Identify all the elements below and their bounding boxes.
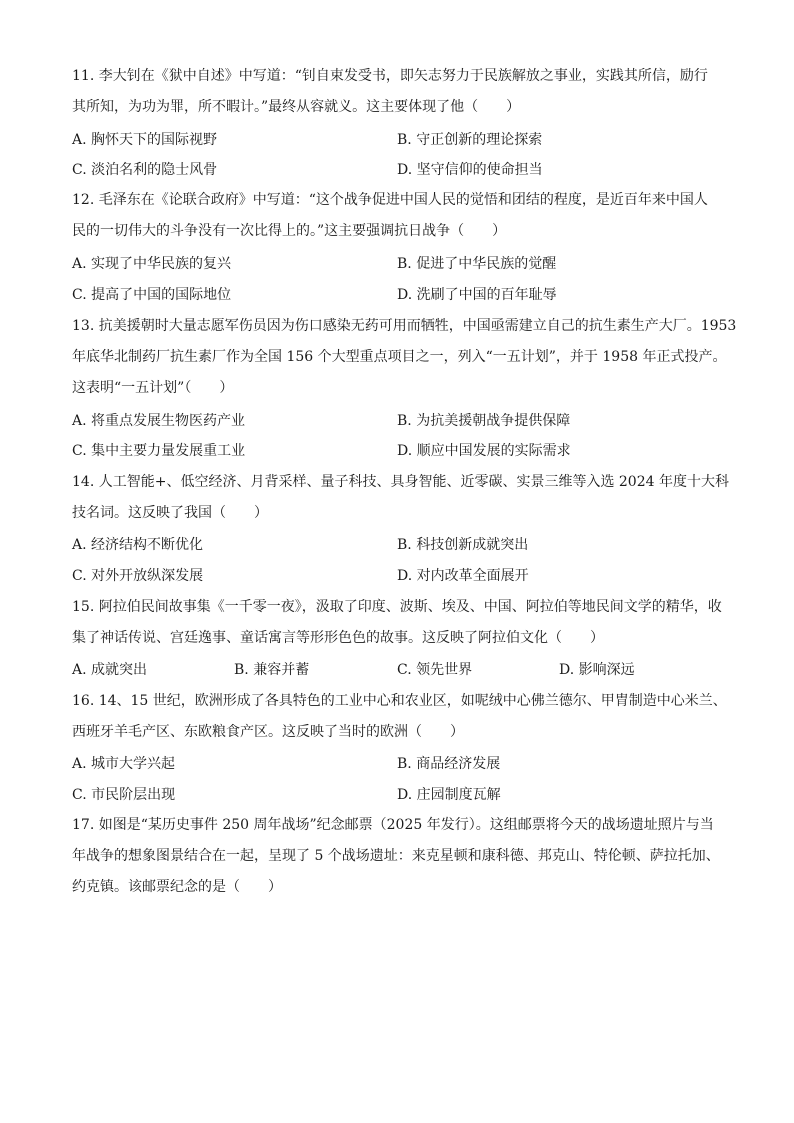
question-12-stem [72, 185, 724, 247]
question-17-line-2: 年战争的想象图景结合在一起，呈现了 5 个战场遗址：来克星顿和康科德、邦克山、特伦顿、萨拉托加、 [72, 848, 720, 864]
question-11-stem [72, 61, 724, 123]
question-12-option-b: B. 促进了中华民族的觉醒 [397, 256, 557, 272]
question-14-stem [72, 467, 729, 529]
question-14-line-1: 14. 人工智能+、低空经济、月背采样、量子科技、具身智能、近零碳、实景三维等入选 2024 年度十大科 [72, 474, 729, 490]
question-14-option-d: D. 对内改革全面展开 [397, 568, 529, 584]
question-14-line-2: 技名词。这反映了我国（ ） [72, 505, 268, 521]
question-11-line-2: 其所知，为功为罪，所不暇计。”最终从容就义。这主要体现了他（ ） [72, 99, 521, 115]
question-15-option-a: A. 成就突出 [72, 662, 148, 678]
question-11-option-b: B. 守正创新的理论探索 [397, 132, 543, 148]
question-12-line-2: 民的一切伟大的斗争没有一次比得上的。”这主要强调抗日战争（ ） [72, 223, 507, 239]
question-15-option-d: D. 影响深远 [559, 662, 635, 678]
question-12-option-d: D. 洗刷了中国的百年耻辱 [397, 287, 557, 303]
question-13-line-3: 这表明“一五计划”（ ） [72, 380, 234, 396]
question-13-line-1: 13. 抗美援朝时大量志愿军伤员因为伤口感染无药可用而牺牲，中国亟需建立自己的抗生素生产大厂。1953 [72, 318, 737, 334]
question-14-option-a: A. 经济结构不断优化 [72, 537, 204, 553]
question-13-option-d: D. 顺应中国发展的实际需求 [397, 443, 571, 459]
question-15-option-b: B. 兼容并蓄 [234, 662, 310, 678]
question-17-line-1: 17. 如图是“某历史事件 250 周年战场”纪念邮票（2025 年发行）。这组邮票将今天的战场遗址照片与当 [72, 817, 714, 833]
question-15-line-2: 集了神话传说、宫廷逸事、童话寓言等形形色色的故事。这反映了阿拉伯文化（ ） [72, 630, 604, 646]
question-16-line-2: 西班牙羊毛产区、东欧粮食产区。这反映了当时的欧洲（ ） [72, 724, 464, 740]
question-16-option-c: C. 市民阶层出现 [72, 787, 176, 803]
question-11-option-a: A. 胸怀天下的国际视野 [72, 132, 218, 148]
question-13-line-2: 年底华北制药厂抗生素厂作为全国 156 个大型重点项目之一，列入“一五计划”，并于 1958 年正式投产。 [72, 349, 727, 365]
question-12-option-a: A. 实现了中华民族的复兴 [72, 256, 232, 272]
question-16-line-1: 16. 14、15 世纪，欧洲形成了各具特色的工业中心和农业区，如呢绒中心佛兰德尔、甲胄制造中心米兰、 [72, 693, 727, 709]
question-11-line-1: 11. 李大钊在《狱中自述》中写道：“钊自束发受书，即矢志努力于民族解放之事业，实践其所信，励行 [72, 68, 708, 84]
question-13-option-a: A. 将重点发展生物医药产业 [72, 413, 246, 429]
question-13-stem [72, 311, 737, 404]
question-13-option-c: C. 集中主要力量发展重工业 [72, 443, 246, 459]
question-12-option-c: C. 提高了中国的国际地位 [72, 287, 232, 303]
question-16-stem [72, 686, 727, 748]
question-14-option-c: C. 对外开放纵深发展 [72, 568, 204, 584]
question-17-stem [72, 810, 724, 903]
question-16-option-d: D. 庄园制度瓦解 [397, 787, 501, 803]
question-15-line-1: 15. 阿拉伯民间故事集《一千零一夜》，汲取了印度、波斯、埃及、中国、阿拉伯等地民间文学的精华，收 [72, 599, 722, 615]
question-14-option-b: B. 科技创新成就突出 [397, 537, 529, 553]
question-12-line-1: 12. 毛泽东在《论联合政府》中写道：“这个战争促进中国人民的觉悟和团结的程度，是近百年来中国人 [72, 192, 708, 208]
question-16-option-a: A. 城市大学兴起 [72, 756, 176, 772]
question-16-option-b: B. 商品经济发展 [397, 756, 501, 772]
question-11-option-c: C. 淡泊名利的隐士风骨 [72, 162, 218, 178]
question-11-option-d: D. 坚守信仰的使命担当 [397, 162, 543, 178]
question-13-option-b: B. 为抗美援朝战争提供保障 [397, 413, 571, 429]
question-15-stem [72, 592, 724, 654]
question-15-option-c: C. 领先世界 [397, 662, 473, 678]
question-17-line-3: 约克镇。该邮票纪念的是（ ） [72, 879, 282, 895]
